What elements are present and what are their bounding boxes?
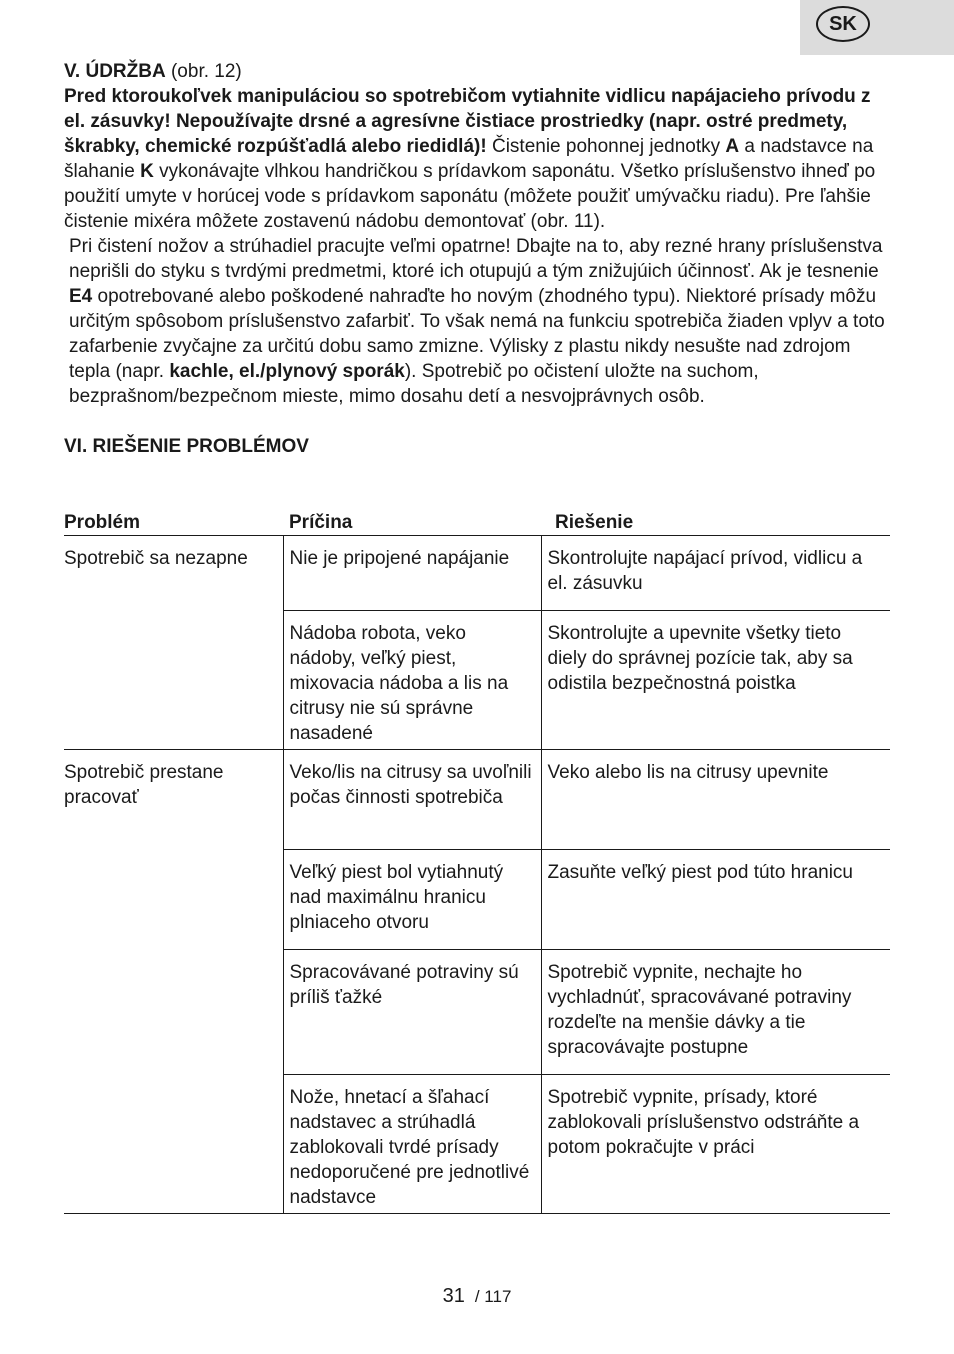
table-row <box>64 850 890 950</box>
troubleshooting-heading: VI. RIEŠENIE PROBLÉMOV <box>64 436 309 457</box>
cause-cell: Nádoba robota, veko nádoby, veľký piest, mixovacia nádoba a lis na citrusy nie sú správne nasadené <box>283 611 541 750</box>
cause-cell: Nie je pripojené napájanie <box>283 536 541 611</box>
table-row <box>64 611 890 750</box>
table-row <box>64 536 890 611</box>
text-run: vykonávajte vlhkou handričkou s prídavkom saponátu. Všetko príslušenstvo ihneď po použití umyte v horúcej vode s prídavkom saponátu (môžete použiť umývačku riadu). Pre ľahšie čistenie mixéra môžete zostavenú nádobu demontovať (obr. 11). <box>64 161 876 232</box>
table-row <box>64 1075 890 1214</box>
column-header-problem: Problém <box>64 509 283 536</box>
maintenance-paragraph-2 <box>64 234 894 409</box>
cause-cell: Veko/lis na citrusy sa uvoľnili počas činnosti spotrebiča <box>283 750 541 850</box>
maintenance-section <box>64 59 894 459</box>
problem-cell <box>64 1075 283 1214</box>
problem-cell <box>64 950 283 1075</box>
problem-cell <box>64 850 283 950</box>
bold-text: kachle, el./plynový sporák <box>169 361 405 382</box>
page-total: / 117 <box>474 1287 512 1306</box>
text-run: ). Spotrebič po očistení uložte na suchom, bezprašnom/bezpečnom mieste, mimo dosahu detí a nesvojprávnych osôb. <box>69 361 759 407</box>
troubleshooting-table <box>64 509 890 1214</box>
bold-text: K <box>140 161 154 182</box>
text-run: a nadstavce na šlahanie <box>64 136 874 182</box>
solution-cell: Veko alebo lis na citrusy upevnite <box>541 750 890 850</box>
maintenance-heading-title: V. ÚDRŽBA <box>64 61 166 82</box>
table-row <box>64 750 890 850</box>
solution-cell: Spotrebič vypnite, nechajte ho vychladnúť, spracovávané potraviny rozdeľte na menšie dávky a tie spracovávajte postupne <box>541 950 890 1075</box>
problem-cell: Spotrebič prestane pracovať <box>64 762 224 808</box>
text-run: opotrebované alebo poškodené nahraďte ho novým (zhodného typu). Niektoré prísady môžu určitým spôsobom príslušenstvo zafarbiť. To však nemá na funkciu spotrebiča žiaden vplyv a toto zafarbenie zvyčajne za určitú dobu samo zmizne. Výlisky z plastu nikdy nesušte nad zdrojom tepla (napr. <box>69 286 885 382</box>
page-footer <box>0 1285 954 1308</box>
bold-text: E4 <box>69 286 93 307</box>
problem-cell <box>64 611 283 750</box>
column-header-cause: Príčina <box>283 509 541 536</box>
language-badge: SK <box>816 6 870 42</box>
solution-cell: Zasuňte veľký piest pod túto hranicu <box>541 850 890 950</box>
maintenance-heading <box>64 59 894 84</box>
cause-cell: Nože, hnetací a šľahací nadstavec a strúhadlá zablokovali tvrdé prísady nedoporučené pre jednotlivé nadstavce <box>283 1075 541 1214</box>
table-header-row <box>64 509 890 536</box>
column-header-solution: Riešenie <box>541 509 890 536</box>
problem-cell: Spotrebič sa nezapne <box>64 548 248 569</box>
cause-cell: Veľký piest bol vytiahnutý nad maximálnu hranicu plniaceho otvoru <box>283 850 541 950</box>
solution-cell: Skontrolujte a upevnite všetky tieto diely do správnej pozície tak, aby sa odistila bezpečnostná poistka <box>541 611 890 750</box>
language-tab <box>800 0 954 55</box>
table-row <box>64 950 890 1075</box>
text-run: Pri čistení nožov a strúhadiel pracujte veľmi opatrne! Dbajte na to, aby rezné hrany príslušenstva neprišli do styku s tvrdými predmetmi, ktoré ich otupujú a tým znižujúich účinnosť. Ak je tesnenie <box>69 236 883 282</box>
solution-cell: Skontrolujte napájací prívod, vidlicu a el. zásuvku <box>541 536 890 611</box>
maintenance-paragraph-1 <box>64 84 894 234</box>
bold-text: A <box>725 136 740 157</box>
page-number: 31 <box>442 1285 465 1307</box>
cause-cell: Spracovávané potraviny sú príliš ťažké <box>283 950 541 1075</box>
maintenance-heading-ref: (obr. 12) <box>165 61 242 82</box>
text-run: Čistenie pohonnej jednotky <box>486 136 726 157</box>
solution-cell: Spotrebič vypnite, prísady, ktoré zablokovali príslušenstvo odstráňte a potom pokračujte v práci <box>541 1075 890 1214</box>
bold-text: Pred ktoroukoľvek manipuláciou so spotrebičom vytiahnite vidlicu napájacieho prívodu z el. zásuvky! Nepoužívajte drsné a agresívne čistiace prostriedky (napr. ostré predmety, škrabky, chemické rozpúšťadlá alebo riedidlá)! <box>64 86 871 157</box>
